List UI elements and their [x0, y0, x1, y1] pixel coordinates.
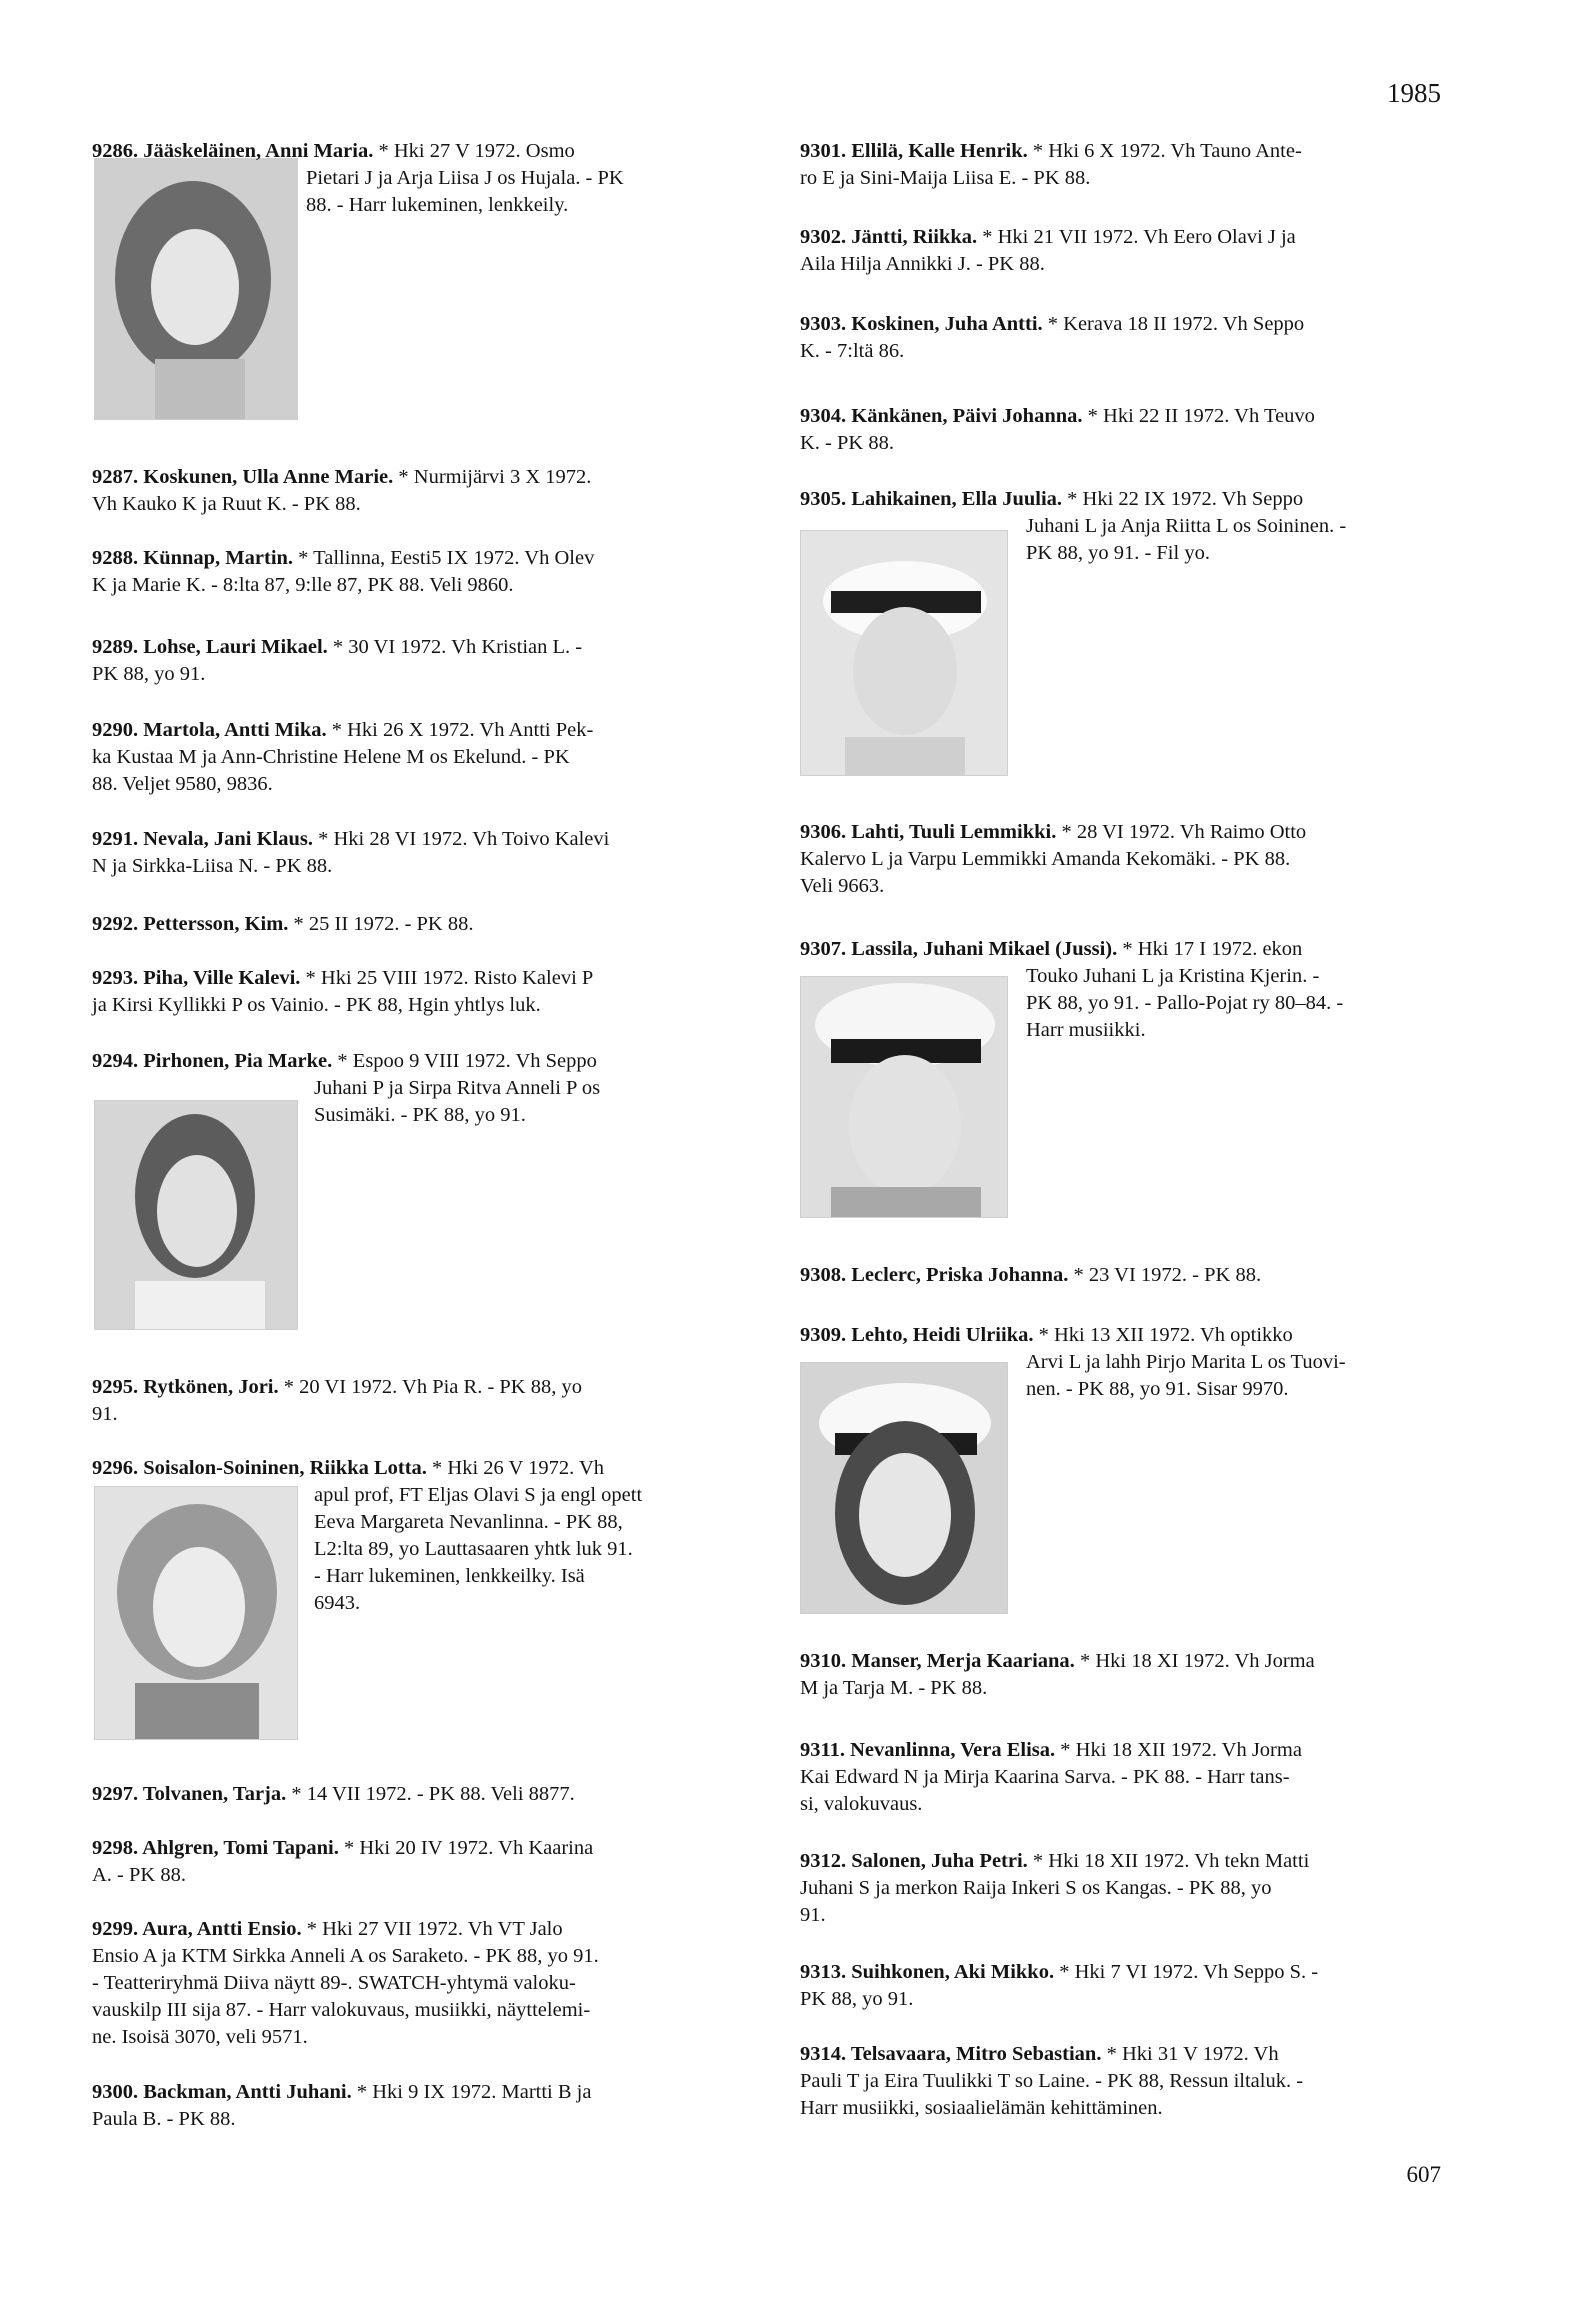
entry-head: 9296. Soisalon-Soininen, Riikka Lotta. — [92, 1457, 427, 1479]
entry-head: 9314. Telsavaara, Mitro Sebastian. — [800, 2043, 1102, 2065]
entry-head: 9310. Manser, Merja Kaariana. — [800, 1650, 1075, 1672]
entry-head: 9311. Nevanlinna, Vera Elisa. — [800, 1739, 1056, 1761]
entry-9298: 9298. Ahlgren, Tomi Tapani. * Hki 20 IV 1972. Vh Kaarina A. - PK 88. — [92, 1837, 594, 1886]
entry-head: 9291. Nevala, Jani Klaus. — [92, 828, 313, 850]
entry-9307: 9307. Lassila, Juhani Mikael (Jussi). * Hki 17 I 1972. ekon Touko Juhani L ja Kristina Kjerin. - PK 88, yo 91. - Pallo-Pojat ry 80–84. - Harr musiikki. — [800, 938, 1344, 1041]
entry-head: 9309. Lehto, Heidi Ulriika. — [800, 1324, 1034, 1346]
page-number: 607 — [1406, 2162, 1441, 2187]
entry-9287: 9287. Koskunen, Ulla Anne Marie. * Nurmijärvi 3 X 1972. Vh Kauko K ja Ruut K. - PK 88. — [92, 466, 592, 515]
entry-9308: 9308. Leclerc, Priska Johanna. * 23 VI 1972. - PK 88. — [800, 1264, 1262, 1286]
entry-head: 9312. Salonen, Juha Petri. — [800, 1850, 1028, 1872]
entry-head: 9313. Suihkonen, Aki Mikko. — [800, 1961, 1055, 1983]
entry-9288: 9288. Künnap, Martin. * Tallinna, Eesti5 IX 1972. Vh Olev K ja Marie K. - 8:lta 87, 9:lle 87, PK 88. Veli 9860. — [92, 547, 595, 596]
entry-head: 9302. Jäntti, Riikka. — [800, 226, 978, 248]
entry-head: 9288. Künnap, Martin. — [92, 547, 294, 569]
page-year: 1985 — [1387, 78, 1441, 108]
entry-9314: 9314. Telsavaara, Mitro Sebastian. * Hki 31 V 1972. Vh Pauli T ja Eira Tuulikki T so Laine. - PK 88, Ressun iltaluk. - Harr musiikki, sosiaalielämän kehittäminen. — [800, 2043, 1304, 2119]
entry-head: 9290. Martola, Antti Mika. — [92, 719, 327, 741]
entry-head: 9299. Aura, Antti Ensio. — [92, 1918, 302, 1940]
entry-head: 9298. Ahlgren, Tomi Tapani. — [92, 1837, 339, 1859]
entry-head: 9289. Lohse, Lauri Mikael. — [92, 636, 328, 658]
entry-9306: 9306. Lahti, Tuuli Lemmikki. * 28 VI 1972. Vh Raimo Otto Kalervo L ja Varpu Lemmikki Amanda Kekomäki. - PK 88. Veli 9663. — [800, 821, 1307, 897]
entry-9311: 9311. Nevanlinna, Vera Elisa. * Hki 18 XII 1972. Vh Jorma Kai Edward N ja Mirja Kaarina Sarva. - PK 88. - Harr tans- si, valokuvaus. — [800, 1739, 1302, 1815]
entry-9310: 9310. Manser, Merja Kaariana. * Hki 18 XI 1972. Vh Jorma M ja Tarja M. - PK 88. — [800, 1650, 1315, 1699]
entry-9289: 9289. Lohse, Lauri Mikael. * 30 VI 1972. Vh Kristian L. - PK 88, yo 91. — [92, 636, 583, 685]
entry-9302: 9302. Jäntti, Riikka. * Hki 21 VII 1972. Vh Eero Olavi J ja Aila Hilja Annikki J. - PK 88. — [800, 226, 1296, 275]
entry-head: 9292. Pettersson, Kim. — [92, 913, 289, 935]
entry-head: 9301. Ellilä, Kalle Henrik. — [800, 140, 1028, 162]
entry-head: 9287. Koskunen, Ulla Anne Marie. — [92, 466, 394, 488]
entry-head: 9300. Backman, Antti Juhani. — [92, 2081, 352, 2103]
entry-9303: 9303. Koskinen, Juha Antti. * Kerava 18 II 1972. Vh Seppo K. - 7:ltä 86. — [800, 313, 1305, 362]
entry-9309: 9309. Lehto, Heidi Ulriika. * Hki 13 XII 1972. Vh optikko Arvi L ja lahh Pirjo Marita L os Tuovi- nen. - PK 88, yo 91. Sisar 9970. — [800, 1324, 1346, 1400]
entry-9313: 9313. Suihkonen, Aki Mikko. * Hki 7 VI 1972. Vh Seppo S. - PK 88, yo 91. — [800, 1961, 1319, 2010]
entry-9312: 9312. Salonen, Juha Petri. * Hki 18 XII 1972. Vh tekn Matti Juhani S ja merkon Raija Inkeri S os Kangas. - PK 88, yo 91. — [800, 1850, 1310, 1926]
entry-9297: 9297. Tolvanen, Tarja. * 14 VII 1972. - PK 88. Veli 8877. — [92, 1783, 575, 1805]
entry-head: 9303. Koskinen, Juha Antti. — [800, 313, 1043, 335]
entry-9304: 9304. Känkänen, Päivi Johanna. * Hki 22 II 1972. Vh Teuvo K. - PK 88. — [800, 405, 1315, 454]
entry-9300: 9300. Backman, Antti Juhani. * Hki 9 IX 1972. Martti B ja Paula B. - PK 88. — [92, 2081, 592, 2130]
entry-9292: 9292. Pettersson, Kim. * 25 II 1972. - PK 88. — [92, 913, 474, 935]
photo-portrait — [94, 1100, 298, 1330]
entry-head: 9286. Jääskeläinen, Anni Maria. — [92, 140, 374, 162]
entry-head: 9305. Lahikainen, Ella Juulia. — [800, 488, 1063, 510]
entry-9286: 9286. Jääskeläinen, Anni Maria. * Hki 27 V 1972. Osmo Pietari J ja Arja Liisa J os Hujala. - PK 88. - Harr lukeminen, lenkkeily. — [92, 140, 624, 216]
entry-head: 9294. Pirhonen, Pia Marke. — [92, 1050, 333, 1072]
entry-9295: 9295. Rytkönen, Jori. * 20 VI 1972. Vh Pia R. - PK 88, yo 91. — [92, 1376, 582, 1425]
entry-head: 9308. Leclerc, Priska Johanna. — [800, 1264, 1069, 1286]
entry-9301: 9301. Ellilä, Kalle Henrik. * Hki 6 X 1972. Vh Tauno Ante- ro E ja Sini-Maija Liisa E. - PK 88. — [800, 140, 1302, 189]
entry-head: 9306. Lahti, Tuuli Lemmikki. — [800, 821, 1057, 843]
entry-9291: 9291. Nevala, Jani Klaus. * Hki 28 VI 1972. Vh Toivo Kalevi N ja Sirkka-Liisa N. - PK 88. — [92, 828, 610, 877]
entry-head: 9304. Känkänen, Päivi Johanna. — [800, 405, 1083, 427]
entry-9299: 9299. Aura, Antti Ensio. * Hki 27 VII 1972. Vh VT Jalo Ensio A ja KTM Sirkka Anneli A os Saraketo. - PK 88, yo 91. - Teatteriryhmä Diiva näytt 89-. SWATCH-yhtymä valoku- vauskilp III sija 87. - Harr valokuvaus, musiikki, näyttelemi- ne. Isoisä 3070, veli 9571. — [92, 1918, 599, 2048]
entry-head: 9307. Lassila, Juhani Mikael (Jussi). — [800, 938, 1118, 960]
entry-9296: 9296. Soisalon-Soininen, Riikka Lotta. * Hki 26 V 1972. Vh apul prof, FT Eljas Olavi S ja engl opett Eeva Margareta Nevanlinna. - PK 88, L2:lta 89, yo Lauttasaaren yhtk luk 91. - Harr lukeminen, lenkkeilky. Isä 6943. — [92, 1457, 643, 1614]
entry-9294: 9294. Pirhonen, Pia Marke. * Espoo 9 VIII 1972. Vh Seppo Juhani P ja Sirpa Ritva Anneli P os Susimäki. - PK 88, yo 91. — [92, 1050, 601, 1126]
entry-head: 9293. Piha, Ville Kalevi. — [92, 967, 301, 989]
entry-9305: 9305. Lahikainen, Ella Juulia. * Hki 22 IX 1972. Vh Seppo Juhani L ja Anja Riitta L os Soininen. - PK 88, yo 91. - Fil yo. — [800, 488, 1347, 564]
entry-head: 9295. Rytkönen, Jori. — [92, 1376, 279, 1398]
entry-head: 9297. Tolvanen, Tarja. — [92, 1783, 287, 1805]
entry-9290: 9290. Martola, Antti Mika. * Hki 26 X 1972. Vh Antti Pek- ka Kustaa M ja Ann-Christine Helene M os Ekelund. - PK 88. Veljet 9580, 9836. — [92, 719, 594, 795]
entry-9293: 9293. Piha, Ville Kalevi. * Hki 25 VIII 1972. Risto Kalevi P ja Kirsi Kyllikki P os Vainio. - PK 88, Hgin yhtlys luk. — [92, 967, 594, 1016]
